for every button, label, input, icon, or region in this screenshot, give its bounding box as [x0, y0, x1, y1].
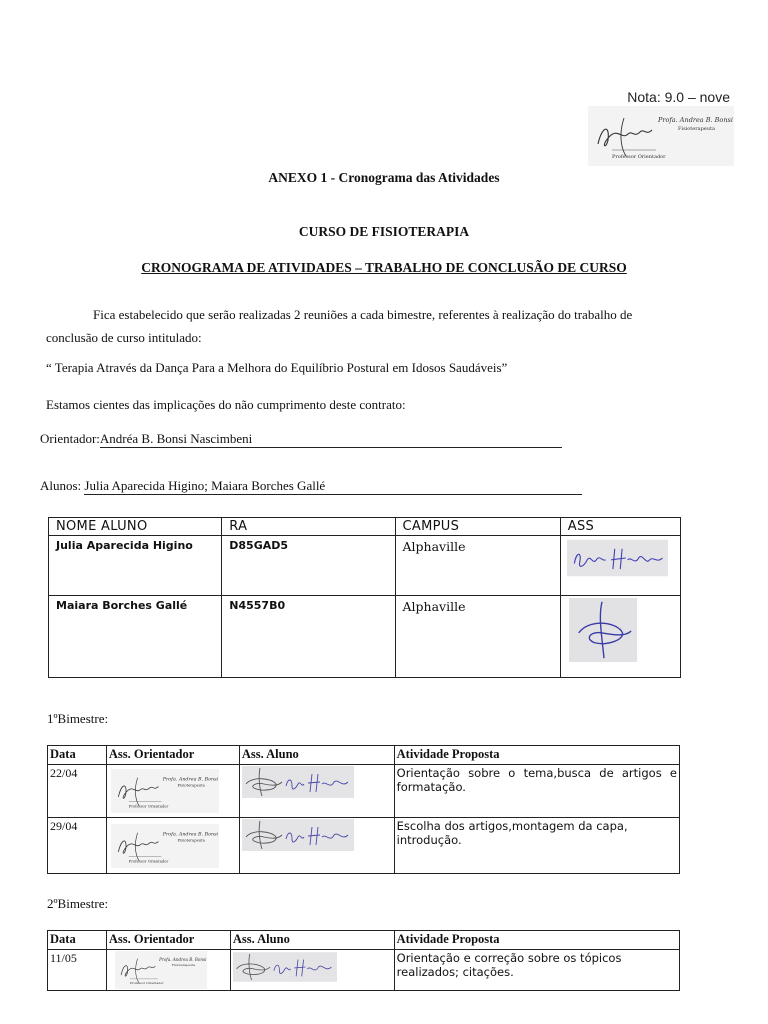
student-campus: Alphaville — [395, 596, 560, 678]
activity-text: Escolha dos artigos,montagem da capa, introdução. — [394, 818, 679, 874]
advisor-signature-cell — [106, 765, 239, 818]
col-date-header: Data — [48, 746, 107, 765]
table-row — [48, 950, 680, 991]
students-table-header — [49, 518, 681, 536]
students-label: Alunos: — [40, 478, 82, 493]
student-signatures — [242, 766, 354, 798]
col-name-header: NOME ALUNO — [49, 518, 222, 536]
student-campus: Alphaville — [395, 536, 560, 596]
student-signature-cell — [560, 536, 680, 596]
student-signatures-cell — [239, 818, 394, 874]
table-row — [48, 818, 680, 874]
student-signatures — [233, 951, 337, 983]
meeting-date: 29/04 — [48, 818, 107, 874]
student-name: Julia Aparecida Higino — [49, 536, 222, 596]
intro-line-2: conclusão de curso intitulado: — [46, 330, 202, 345]
bimester-2-table — [47, 930, 680, 991]
awareness-statement: Estamos cientes das implicações do não cumprimento deste contrato: — [46, 397, 406, 412]
student-signature-cell — [560, 596, 680, 678]
col-advisor-sign-header: Ass. Orientador — [106, 931, 230, 950]
student-signature-maiara — [569, 597, 637, 663]
student-name: Maiara Borches Gallé — [49, 596, 222, 678]
advisor-signature — [111, 951, 211, 989]
stamp-name: Profa. Andrea B. Bonsi — [658, 116, 733, 124]
thesis-title: “ Terapia Através da Dança Para a Melhora do Equilíbrio Postural em Idosos Saudáveis” — [46, 360, 508, 375]
schedule-title: CRONOGRAMA DE ATIVIDADES – TRABALHO DE CONCLUSÃO DE CURSO — [141, 260, 627, 275]
students-line — [40, 478, 582, 495]
grade-text: Nota: 9.0 – nove — [627, 89, 730, 105]
col-activity-header: Atividade Proposta — [394, 746, 679, 765]
advisor-signature-stamp — [588, 106, 734, 166]
col-activity-header: Atividade Proposta — [394, 931, 679, 950]
course-title: CURSO DE FISIOTERAPIA — [298, 224, 470, 239]
col-student-sign-header: Ass. Aluno — [239, 746, 394, 765]
col-date-header: Data — [48, 931, 107, 950]
advisor-label: Orientador: — [40, 431, 100, 446]
advisor-signature-cell — [106, 950, 230, 991]
col-ra-header: RA — [222, 518, 395, 536]
student-ra: D85GAD5 — [222, 536, 395, 596]
intro-line-1: Fica estabelecido que serão realizadas 2 reuniões a cada bimestre, referentes à realização do trabalho de — [93, 307, 633, 322]
advisor-signature-cell — [106, 818, 239, 874]
student-signature-julia — [567, 538, 668, 578]
activity-text: Orientação sobre o tema,busca de artigos e formatação. — [394, 765, 679, 818]
bimester-1-label: 1ºBimestre: — [47, 711, 109, 726]
bimester-1-header — [48, 746, 680, 765]
activity-text: Orientação e correção sobre os tópicos realizados; citações. — [394, 950, 679, 991]
stamp-role: Fisioterapeuta — [678, 126, 715, 132]
stamp-caption: Professor Orientador — [612, 154, 666, 160]
student-signatures-cell — [239, 765, 394, 818]
advisor-line — [40, 431, 562, 448]
col-campus-header: CAMPUS — [395, 518, 560, 536]
student-ra: N4557B0 — [222, 596, 395, 678]
table-row — [49, 536, 681, 596]
advisor-signature — [111, 823, 219, 869]
col-advisor-sign-header: Ass. Orientador — [106, 746, 239, 765]
student-signatures-cell — [230, 950, 394, 991]
advisor-value: Andréa B. Bonsi Nascimbeni — [100, 431, 562, 448]
meeting-date: 11/05 — [48, 950, 107, 991]
col-student-sign-header: Ass. Aluno — [230, 931, 394, 950]
students-table — [48, 517, 681, 678]
meeting-date: 22/04 — [48, 765, 107, 818]
annex-title: ANEXO 1 - Cronograma das Atividades — [268, 170, 500, 185]
advisor-signature — [111, 768, 219, 814]
table-row — [49, 596, 681, 678]
student-signatures — [242, 819, 354, 851]
col-signature-header: ASS — [560, 518, 680, 536]
bimester-2-label: 2ºBimestre: — [47, 896, 109, 911]
bimester-1-table — [47, 745, 680, 874]
bimester-2-header — [48, 931, 680, 950]
students-value: Julia Aparecida Higino; Maiara Borches Gallé — [84, 478, 582, 495]
table-row — [48, 765, 680, 818]
